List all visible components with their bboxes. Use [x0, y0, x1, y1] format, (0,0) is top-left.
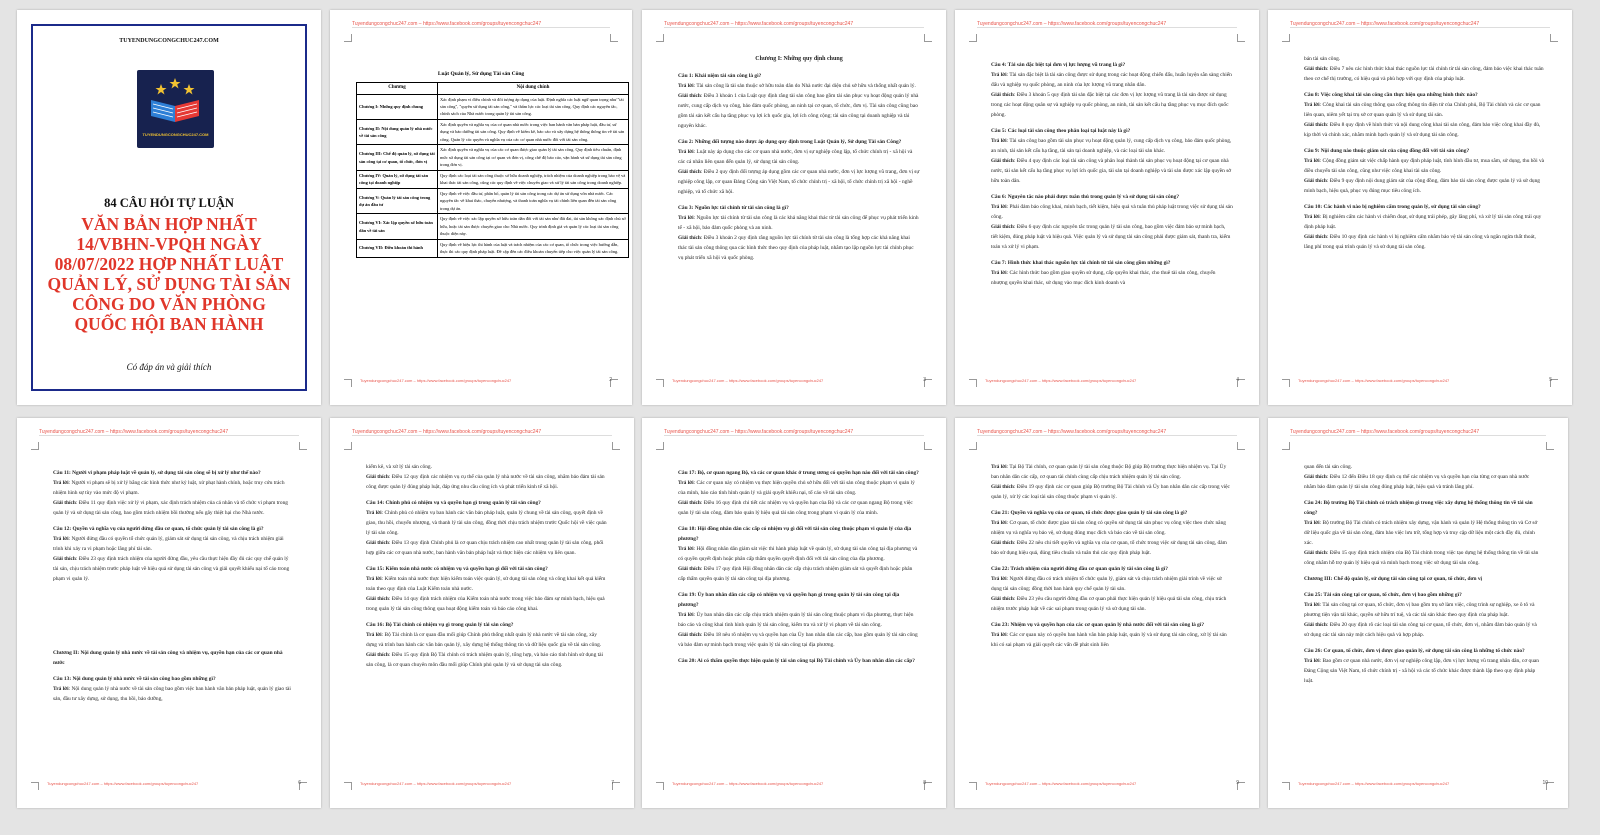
answer-paragraph: Trả lời: Cơ quan, tổ chức được giao tài sản công có quyền sử dụng tài sản phục vụ công việc theo chức năng nhiệm vụ và nghĩa vụ bảo vệ, sử dụng đúng mục đích và báo cáo về tài sản công. [991, 520, 1226, 536]
question-heading: Câu 20: Ai có thẩm quyền thực hiện quản lý tài sản công tại Bộ Tài chính và Ủy ban nhân dân các cấp? [678, 658, 915, 664]
question-heading: Câu 26: Cơ quan, tổ chức, đơn vị được giao quản lý, sử dụng tài sản công là những tổ chức nào? [1304, 648, 1525, 654]
answer-label: Trả lời [1304, 520, 1320, 526]
answer-paragraph: Trả lời: Tại Bộ Tài chính, cơ quan quản lý tài sản công thuộc Bộ giúp Bộ trưởng thực hiện nhiệm vụ. Tại Ủy ban nhân dân các cấp, cơ quan tài chính cùng cấp chịu trách nhiệm quản lý tài sản công. [991, 464, 1227, 480]
answer-paragraph: Trả lời: Chính phủ có nhiệm vụ ban hành các văn bản pháp luật, quản lý chung về tài sản công, quyết định về giao, thu hồi, chuyển nhượng, và thanh lý tài sản công, đồng thời chịu trách nhiệm trước Quốc hội về việc quản lý tài sản công. [366, 510, 607, 536]
page-number: 10 [1542, 780, 1548, 786]
question-heading: Câu 12: Quyền và nghĩa vụ của người đứng đầu cơ quan, tổ chức quản lý tài sản công là gì? [53, 526, 264, 532]
table-row [357, 145, 629, 170]
answer-paragraph: Giải thích: Điều 9 quy định nội dung giám sát của cộng đồng, đảm bảo tài sản công được quản lý và sử dụng minh bạch, hiệu quả, phục vụ đúng mục tiêu công ích. [1304, 178, 1540, 194]
answer-paragraph: Trả lời: Các hình thức bao gồm giao quyền sử dụng, cấp quyền khai thác, cho thuê tài sản công, chuyển nhượng quyền khai thác, sử dụng vào mục đích kinh doanh và [991, 270, 1216, 286]
answer-label: Trả lời [991, 520, 1007, 526]
column-header-chapter: Chương [357, 83, 438, 95]
answer-label: Trả lời [991, 138, 1007, 144]
question-heading: Câu 5: Các loại tài sản công theo phân loại tại luật này là gì? [991, 128, 1131, 134]
answer-label: Trả lời [1304, 102, 1320, 108]
question-heading: Câu 19: Ủy ban nhân dân các cấp có nhiệm vụ và quyền hạn gì trong quản lý tài sản công tại địa phương? [678, 592, 900, 608]
header-divider [664, 435, 924, 436]
answer-paragraph: Giải thích: Điều 18 nêu rõ nhiệm vụ và quyền hạn của Ủy ban nhân dân các cấp, bao gồm quản lý tài sản công và bảo đảm sự minh bạch trong việc quản lý tài sản công tại địa phương. [678, 632, 918, 648]
answer-label: Giải thích [1304, 178, 1327, 184]
margin-corner-mark [1237, 34, 1245, 42]
content-cell: Xác định phạm vi điều chỉnh và đối tượng áp dụng của luật. Định nghĩa các luật ngữ quan trọng như "tài sản công", "quyền sử dụng tài sản công," và thẩm lực các loại tài sản công. Quy định các nguyên tắc, chính sách của Nhà nước trong quản lý tài sản công. [438, 94, 629, 119]
margin-corner-mark [1550, 34, 1558, 42]
answer-label: Giải thích [1304, 234, 1327, 240]
header-divider [977, 435, 1237, 436]
margin-corner-mark [1546, 442, 1554, 450]
answer-paragraph: Giải thích: Điều 11 quy định việc xử lý vi phạm, xác định trách nhiệm của cá nhân và tổ chức vi phạm trong quản lý và sử dụng tài sản công, bao gồm trách nhiệm bồi thường nếu gây thiệt hại cho Nhà nước. [53, 500, 288, 516]
answer-label: Giải thích [991, 92, 1014, 98]
answer-paragraph: Trả lời: Tài sản đặc biệt là tài sản công được sử dụng trong các hoạt động chiến đấu, huấn luyện sẵn sàng chiến đấu và nghiệp vụ quốc phòng, an ninh của lực lượng vũ trang nhân dân. [991, 72, 1232, 88]
answer-paragraph: Giải thích: Điều 13 quy định Chính phủ là cơ quan chịu trách nhiệm cao nhất trong quản lý tài sản công, phối hợp giữa các cơ quan nhà nước, ban hành văn bản pháp luật và thực hiện các nhiệm vụ liên quan. [366, 540, 604, 556]
answer-paragraph: Giải thích: Điều 23 quy định trách nhiệm của người đứng đầu, yêu cầu thực hiện đầy đủ các quy chế quản lý tài sản, chịu trách nhiệm trước pháp luật về hiệu quả sử dụng tài sản công và giải quyết khiếu nại tố cáo trong phạm vi quản lý. [53, 556, 290, 582]
page-footer: Tuyendungcongchuc247.com – https://www.facebook.com/groups/tuyencongchuc247 [985, 781, 1137, 786]
question-heading: Câu 9: Nội dung nào thuộc giám sát của cộng đồng đối với tài sản công? [1304, 148, 1470, 154]
document-page-7[interactable] [330, 418, 634, 808]
chapter-cell: Chương V: Quản lý tài sản công trong dự án đầu tư [357, 188, 438, 213]
page-header: Tuyendungcongchuc247.com – https://www.facebook.com/groups/tuyencongchuc247 [352, 429, 542, 435]
margin-corner-mark [656, 782, 664, 790]
answer-paragraph: Trả lời: Bộ Tài chính là cơ quan đầu mối giúp Chính phủ thống nhất quản lý nhà nước về tài sản công, xây dựng và trình ban hành các văn bản quản lý, xây dựng hệ thống thông tin và dữ liệu quốc gia về tài sản công. [366, 632, 602, 648]
margin-corner-mark [1237, 442, 1245, 450]
chapter-heading: Chương I: Những quy định chung [755, 56, 843, 62]
book-stars-icon [137, 70, 214, 130]
answer-label: Trả lời [991, 632, 1007, 638]
margin-corner-mark [969, 442, 977, 450]
question-heading: Câu 2: Những đối tượng nào được áp dụng quy định trong Luật Quản lý, Sử dụng Tài sản Công? [678, 139, 902, 146]
margin-corner-mark [1282, 34, 1290, 42]
chapter-cell: Chương II: Nội dung quản lý nhà nước về tài sản công [357, 119, 438, 144]
margin-corner-mark [299, 442, 307, 450]
table-row [357, 170, 629, 188]
cover-site-name: TUYENDUNGCONGCHUC247.COM [119, 38, 219, 44]
answer-label: Giải thích [1304, 550, 1327, 556]
answer-label: Giải thích [991, 540, 1014, 546]
answer-label: Giải thích [53, 500, 76, 506]
answer-paragraph: Trả lời: Người đứng đầu có trách nhiệm tổ chức quản lý, giám sát và chịu trách nhiệm giải trình về việc sử dụng tài sản công; đồng thời ban hành quy chế quản lý tài sản. [991, 576, 1222, 592]
question-heading: Câu 15: Kiểm toán nhà nước có nhiệm vụ và quyền hạn gì đối với tài sản công? [366, 566, 548, 572]
header-divider [664, 27, 924, 28]
answer-label: Giải thích [366, 474, 389, 480]
answer-paragraph: Trả lời: Cộng đồng giám sát việc chấp hành quy định pháp luật, tính hình đầu tư, mua sắm, sử dụng, thu hồi và điều chuyển tài sản công, cũng như việc công khai tài sản công. [1304, 158, 1545, 174]
chapter-cell: Chương IV: Quản lý, sử dụng tài sản công tại doanh nghiệp [357, 170, 438, 188]
site-logo [137, 70, 214, 148]
margin-corner-mark [610, 34, 618, 42]
document-page-2[interactable] [330, 10, 632, 405]
answer-label: Giải thích [366, 652, 389, 658]
answer-paragraph: Giải thích: Điều 10 quy định các hành vi bị nghiêm cấm nhằm bảo vệ tài sản công và ngăn ngừa thất thoát, lãng phí trong quá trình quản lý và sử dụng tài sản công. [1304, 234, 1536, 250]
document-page-9[interactable] [955, 418, 1259, 808]
header-divider [39, 435, 299, 436]
page-footer: Tuyendungcongchuc247.com – https://www.facebook.com/groups/tuyencongchuc247 [1298, 781, 1450, 786]
answer-paragraph: Giải thích: Điều 3 khoản 1 của Luật quy định rằng tài sản công bao gồm tài sản phục vụ hoạt động quản lý nhà nước, cung cấp dịch vụ công, bảo đảm quốc phòng, an ninh tại cơ quan, tổ chức, đơn vị. Tài sản công cũng bao gồm tài sản kết cấu hạ tầng phục vụ lợi ích quốc gia, lợi ích công cộng; tài sản công tại doanh nghiệp và tài nguyên khác. [678, 93, 919, 130]
margin-corner-mark [656, 379, 664, 387]
answer-label: Trả lời [678, 612, 694, 618]
answer-paragraph: Giải thích: Điều 3 khoản 5 quy định tài sản đặc biệt tại các đơn vị lực lượng vũ trang là tài sản được sử dụng trong các hoạt động quân sự và nghiệp vụ quốc phòng, an ninh, tài sản kết cấu hạ tầng phục vụ mục đích quốc phòng. [991, 92, 1229, 118]
question-heading: Câu 22: Trách nhiệm của người đứng đầu cơ quan quản lý tài sản công là gì? [991, 566, 1168, 572]
question-heading: Câu 1: Khái niệm tài sản công là gì? [678, 73, 762, 80]
page-number: 6 [298, 780, 301, 786]
table-row [357, 119, 629, 144]
answer-paragraph: Trả lời: Người đứng đầu có quyền tổ chức quản lý, giám sát sử dụng tài sản công, và chịu trách nhiệm giải trình khi xảy ra vi phạm hoặc lãng phí tài sản. [53, 536, 284, 552]
header-divider [977, 27, 1237, 28]
answer-paragraph: Trả lời: Tài sản công tại cơ quan, tổ chức, đơn vị bao gồm trụ sở làm việc, công trình sự nghiệp, xe ô tô và phương tiện vận tải khác, quyền sở hữu trí tuệ, và các tài sản khác theo quy định của pháp luật. [1304, 602, 1535, 618]
answer-paragraph: kiểm kê, và xử lý tài sản công. [366, 464, 432, 470]
page-body [366, 462, 608, 670]
answer-label: Trả lời [991, 270, 1007, 276]
answer-label: Trả lời [1304, 602, 1320, 608]
question-heading: Câu 10: Các hành vi nào bị nghiêm cấm trong quản lý, sử dụng tài sản công? [1304, 204, 1481, 210]
margin-corner-mark [656, 442, 664, 450]
answer-label: Giải thích [991, 158, 1014, 164]
answer-paragraph: Trả lời: Bị nghiêm cấm các hành vi chiếm đoạt, sử dụng trái phép, gây lãng phí, và xử lý tài sản công trái quy định pháp luật. [1304, 214, 1542, 230]
answer-label: Giải thích [678, 235, 701, 242]
document-page-4[interactable] [955, 10, 1259, 405]
page-number: 3 [923, 377, 926, 383]
content-cell: Xác định quyền và nghĩa vụ của cơ quan nhà nước trong việc ban hành văn bản pháp luật, đầu tư, sử dụng và bảo dưỡng tài sản công. Quy định về kiểm kê, báo cáo và xây dựng hệ thống thông tin về tài sản công. Quản lý các quyền và nghĩa vụ của các cơ quan nhà nước đối với tài sản công. [438, 119, 629, 144]
answer-label: Giải thích [53, 556, 76, 562]
answer-label: Trả lời [678, 480, 694, 486]
answer-label: Trả lời [1304, 214, 1320, 220]
margin-corner-mark [612, 442, 620, 450]
question-heading: Chương II: Nội dung quản lý nhà nước về tài sản công và nhiệm vụ, quyền hạn của các cơ quan nhà nước [53, 650, 283, 666]
answer-label: Giải thích [678, 632, 701, 638]
table-row [357, 239, 629, 257]
page-header: Tuyendungcongchuc247.com – https://www.facebook.com/groups/tuyencongchuc247 [39, 429, 229, 435]
table-title: Luật Quản lý, Sử dụng Tài sản Công [437, 71, 525, 77]
page-body [1304, 462, 1542, 686]
answer-paragraph: Giải thích: Điều 6 quy định các nguyên tắc trong quản lý tài sản công, bao gồm việc đảm bảo sự minh bạch, tiết kiệm, đúng pháp luật và hiệu quả. Việc quản lý và sử dụng tài sản công phải được giám sát, thanh tra, kiểm toán và xử lý vi phạm. [991, 224, 1231, 250]
page-body [991, 462, 1233, 650]
header-divider [1290, 27, 1550, 28]
answer-paragraph: Giải thích: Điều 4 quy định các loại tài sản công và phân loại thành tài sản phục vụ hoạt động tại cơ quan nhà nước, tài sản kết cấu hạ tầng phục vụ lợi ích quốc gia, tài sản tại doanh nghiệp và tài sản được xác lập quyền sở hữu toàn dân. [991, 158, 1232, 184]
page-body [991, 54, 1233, 288]
answer-paragraph: Giải thích: Điều 12 quy định các nhiệm vụ cụ thể của quản lý nhà nước về tài sản công, nhằm bảo đảm tài sản công được quản lý đúng pháp luật, đáp ứng nhu cầu công ích và phát triển kinh tế xã hội. [366, 474, 605, 490]
header-divider [352, 435, 612, 436]
margin-corner-mark [344, 34, 352, 42]
law-chapter-table [356, 82, 629, 258]
answer-label: Giải thích [1304, 474, 1327, 480]
margin-corner-mark [31, 782, 39, 790]
answer-paragraph: Giải thích: Điều 14 quy định trách nhiệm của Kiểm toán nhà nước trong việc bảo đảm sự minh bạch, hiệu quả trong quản lý tài sản công thông qua hoạt động kiểm toán và báo cáo công khai. [366, 596, 605, 612]
answer-paragraph: Giải thích: Điều 8 quy định về hình thức và nội dung công khai tài sản công, đảm bảo việc công khai đầy đủ, kịp thời và chính xác, nhằm minh bạch quản lý và sử dụng tài sản công. [1304, 122, 1541, 138]
answer-paragraph: Trả lời: Bộ trưởng Bộ Tài chính có trách nhiệm xây dựng, vận hành và quản lý Hệ thống thông tin và Cơ sở dữ liệu quốc gia về tài sản công, đảm bảo việc lưu trữ, tổng hợp và truy cập dữ liệu một cách đầy đủ, chính xác. [1304, 520, 1538, 546]
answer-label: Trả lời [1304, 658, 1320, 664]
page-number: 2 [609, 377, 612, 383]
answer-label: Trả lời [991, 72, 1007, 78]
question-heading: Chương III: Chế độ quản lý, sử dụng tài sản công tại cơ quan, tổ chức, đơn vị [1304, 576, 1483, 582]
answer-label: Giải thích [366, 540, 389, 546]
document-page-10[interactable] [1268, 418, 1568, 808]
answer-paragraph: Trả lời: Bao gồm cơ quan nhà nước, đơn vị sự nghiệp công lập, đơn vị lực lượng vũ trang nhân dân, cơ quan Đảng Cộng sản Việt Nam, tổ chức chính trị - xã hội và các tổ chức khác được thành lập theo quy định pháp luật. [1304, 658, 1539, 684]
answer-label: Giải thích [678, 93, 701, 100]
blank-space [53, 584, 295, 642]
margin-corner-mark [344, 379, 352, 387]
page-header: Tuyendungcongchuc247.com – https://www.facebook.com/groups/tuyencongchuc247 [1290, 429, 1480, 435]
question-heading: Câu 8: Việc công khai tài sản công cần thực hiện qua những hình thức nào? [1304, 92, 1478, 98]
header-divider [352, 27, 610, 28]
chapter-cell: Chương VI: Xác lập quyền sở hữu toàn dân về tài sản [357, 214, 438, 239]
answer-paragraph: Trả lời: Phải đảm bảo công khai, minh bạch, tiết kiệm, hiệu quả và tuân thủ pháp luật trong việc sử dụng tài sản công. [991, 204, 1233, 220]
answer-paragraph: Trả lời: Tài sản công bao gồm tài sản phục vụ hoạt động quản lý, cung cấp dịch vụ công, bảo đảm quốc phòng, an ninh, tài sản kết cấu hạ tầng, tài sản tại doanh nghiệp, và các loại tài sản khác. [991, 138, 1232, 154]
cover-question-count: 84 CÂU HỎI TỰ LUẬN [104, 196, 234, 210]
page-footer: Tuyendungcongchuc247.com – https://www.facebook.com/groups/tuyencongchuc247 [47, 781, 199, 786]
answer-label: Trả lời [678, 215, 694, 222]
chapter-cell: Chương III: Chế độ quản lý, sử dụng tài sản công tại cơ quan, tổ chức, đơn vị [357, 145, 438, 170]
table-row [357, 188, 629, 213]
question-heading: Câu 25: Tài sản công tại cơ quan, tổ chức, đơn vị bao gồm những gì? [1304, 592, 1462, 598]
chapter-cell: Chương VII: Điều khoản thi hành [357, 239, 438, 257]
answer-label: Giải thích [991, 484, 1014, 490]
answer-label: Trả lời [53, 536, 69, 542]
page-header: Tuyendungcongchuc247.com – https://www.facebook.com/groups/tuyencongchuc247 [977, 21, 1167, 27]
answer-paragraph: Trả lời: Kiểm toán nhà nước thực hiện kiểm toán việc quản lý, sử dụng tài sản công và công khai kết quả kiểm toán theo quy định của Luật Kiểm toán nhà nước. [366, 576, 606, 592]
document-page-8[interactable] [642, 418, 946, 808]
document-page-6[interactable] [17, 418, 321, 808]
page-body [53, 462, 295, 704]
document-page-cover[interactable] [17, 10, 321, 405]
table-row [357, 214, 629, 239]
answer-paragraph: Trả lời: Hội đồng nhân dân giám sát việc thi hành pháp luật về quản lý, sử dụng tài sản công tại địa phương và có quyền quyết định hoặc phân cấp thẩm quyền quyết định đối với tài sản công của địa phương. [678, 546, 918, 562]
question-heading: Câu 21: Quyền và nghĩa vụ của cơ quan, tổ chức được giao quản lý tài sản công là gì? [991, 510, 1188, 516]
cover-subtitle: Có đáp án và giải thích [126, 362, 212, 372]
answer-label: Giải thích [1304, 622, 1327, 628]
document-page-3[interactable] [642, 10, 946, 405]
answer-label: Giải thích [678, 169, 701, 176]
question-heading: Câu 17: Bộ, cơ quan ngang Bộ, và các cơ quan khác ở trung ương có quyền hạn nào đối với tài sản công? [678, 470, 919, 476]
header-divider [1290, 435, 1546, 436]
answer-label: Trả lời [53, 686, 69, 692]
page-number: 8 [923, 780, 926, 786]
answer-paragraph: Trả lời: Các cơ quan này có nhiệm vụ thực hiện quyền chủ sở hữu đối với tài sản công thuộc phạm vi quản lý của mình, báo cáo tình hình quản lý và giải quyết khiếu nại, tố cáo về tài sản công. [678, 480, 915, 496]
margin-corner-mark [31, 442, 39, 450]
page-number: 7 [611, 780, 614, 786]
answer-label: Trả lời [366, 510, 382, 516]
answer-paragraph: Giải thích: Điều 20 quy định rõ các loại tài sản công tại cơ quan, tổ chức, đơn vị, nhằm đảm bảo quản lý và sử dụng các tài sản này một cách hiệu quả và hợp pháp. [1304, 622, 1537, 638]
question-heading: Câu 14: Chính phủ có nhiệm vụ và quyền hạn gì trong quản lý tài sản công? [366, 500, 541, 506]
margin-corner-mark [969, 782, 977, 790]
margin-corner-mark [1282, 782, 1290, 790]
answer-label: Giải thích [678, 566, 701, 572]
margin-corner-mark [344, 782, 352, 790]
margin-corner-mark [924, 34, 932, 42]
answer-label: Trả lời [991, 576, 1007, 582]
answer-paragraph: Giải thích: Điều 3 khoản 2 quy định rằng nguồn lực tài chính từ tài sản công là tổng hợp các khả năng khai thác tài sản công thông qua các hình thức theo quy định của pháp luật, nhằm tạo lập nguồn lực tài chính phục vụ phát triển xã hội và quốc phòng. [678, 235, 914, 262]
answer-label: Trả lời [366, 632, 382, 638]
answer-paragraph: Giải thích: Điều 17 quy định Hội đồng nhân dân các cấp chịu trách nhiệm giám sát và quyết định hoặc phân cấp thẩm quyền quản lý tài sản công tại địa phương. [678, 566, 913, 582]
page-header: Tuyendungcongchuc247.com – https://www.facebook.com/groups/tuyencongchuc247 [664, 21, 854, 27]
answer-label: Giải thích [991, 596, 1014, 602]
question-heading: Câu 4: Tài sản đặc biệt tại đơn vị lực lượng vũ trang là gì? [991, 62, 1126, 68]
page-body [678, 54, 920, 263]
answer-label: Trả lời [678, 149, 694, 156]
margin-corner-mark [1282, 379, 1290, 387]
page-header: Tuyendungcongchuc247.com – https://www.facebook.com/groups/tuyencongchuc247 [1290, 21, 1480, 27]
answer-paragraph: quan đến tài sản công. [1304, 464, 1353, 470]
content-cell: Quy định về hiệu lực thi hành của luật và trách nhiệm của các cơ quan, tổ chức trong việc hướng dẫn, thực thi các quy định pháp luật. Đề cập đến các điều khoản chuyển tiếp cho việc quản lý tài sản công. [438, 239, 629, 257]
answer-paragraph: Giải thích: Điều 15 quy định Bộ Tài chính có trách nhiệm quản lý, tổng hợp, và báo cáo tình hình sử dụng tài sản công, là cơ quan chuyên môn đầu mối giúp Chính phủ quản lý và sử dụng tài sản công. [366, 652, 603, 668]
page-body [678, 462, 920, 666]
content-cell: Quy định về việc đầu tư, phân bổ, quản lý tài sản công trong các dự án sử dụng vốn nhà nước. Các nguyên tắc về khai thác, chuyển nhượng, và thanh toán nghĩa vụ tài chính liên quan đến tài sản công trong dự án. [438, 188, 629, 213]
margin-corner-mark [344, 442, 352, 450]
question-heading: Câu 6: Nguyên tắc nào phải được tuân thủ trong quản lý và sử dụng tài sản công? [991, 194, 1180, 200]
cover-title: VĂN BẢN HỢP NHẤT 14/VBHN-VPQH NGÀY 08/07/2022 HỢP NHẤT LUẬT QUẢN LÝ, SỬ DỤNG TÀI SẢN CÔNG DO VĂN PHÒNG QUỐC HỘI BAN HÀNH [47, 214, 291, 334]
question-heading: Câu 11: Người vi phạm pháp luật về quản lý, sử dụng tài sản công sẽ bị xử lý như thế nào? [53, 470, 261, 476]
answer-paragraph: Trả lời: Luật này áp dụng cho các cơ quan nhà nước, đơn vị sự nghiệp công lập, tổ chức chính trị - xã hội và các cá nhân liên quan đến quản lý, sử dụng tài sản công. [678, 149, 913, 166]
answer-label: Giải thích [1304, 122, 1327, 128]
page-footer: Tuyendungcongchuc247.com – https://www.facebook.com/groups/tuyencongchuc247 [360, 781, 512, 786]
answer-label: Trả lời [366, 576, 382, 582]
answer-paragraph: Giải thích: Điều 22 nêu chi tiết quyền và nghĩa vụ của cơ quan, tổ chức trong việc sử dụng tài sản công, đảm bảo sử dụng hiệu quả, đúng tiêu chuẩn và tuân thủ các quy định pháp luật. [991, 540, 1227, 556]
question-heading: Câu 16: Bộ Tài chính có nhiệm vụ gì trong quản lý tài sản công? [366, 622, 514, 628]
chapter-cell: Chương I: Những quy định chung [357, 94, 438, 119]
answer-paragraph: Giải thích: Điều 2 quy định đối tượng áp dụng gồm các cơ quan nhà nước, đơn vị lực lượng vũ trang, đơn vị sự nghiệp công lập, cơ quan Đảng Cộng sản Việt Nam, tổ chức chính trị - xã hội, tổ chức chính trị xã hội - nghề nghiệp, và tổ chức xã hội. [678, 169, 920, 196]
answer-paragraph: Trả lời: Các cơ quan này có quyền ban hành văn bản pháp luật, quản lý và sử dụng tài sản công, xử lý tài sản khi có sai phạm và giải quyết các vấn đề phát sinh liên [991, 632, 1227, 648]
margin-corner-mark [924, 442, 932, 450]
page-header: Tuyendungcongchuc247.com – https://www.facebook.com/groups/tuyencongchuc247 [977, 429, 1167, 435]
answer-paragraph: Trả lời: Người vi phạm sẽ bị xử lý bằng các hình thức như kỷ luật, xử phạt hành chính, hoặc truy cứu trách nhiệm hình sự tùy vào mức độ vi phạm. [53, 480, 285, 496]
answer-label: Giải thích [678, 500, 701, 506]
page-number: 4 [1236, 377, 1239, 383]
margin-corner-mark [656, 34, 664, 42]
question-heading: Câu 3: Nguồn lực tài chính từ tài sản công là gì? [678, 205, 789, 212]
page-footer: Tuyendungcongchuc247.com – https://www.facebook.com/groups/tuyencongchuc247 [672, 781, 824, 786]
answer-label: Trả lời [1304, 158, 1320, 164]
content-cell: Quy định về việc xác lập quyền sở hữu toàn dân đối với tài sản như đất đai, tài sản không xác định chủ sở hữu, hoặc tài sản được chuyển giao cho Nhà nước. Quy trình định giá và quản lý các loại tài sản công thuộc diện này. [438, 214, 629, 239]
answer-label: Giải thích [1304, 66, 1327, 72]
answer-paragraph: Trả lời: Nội dung quản lý nhà nước về tài sản công bao gồm việc ban hành văn bản pháp luật, quản lý giao tài sản, đầu tư xây dựng, sử dụng, thu hồi, bảo dưỡng, [53, 686, 291, 702]
page-footer: Tuyendungcongchuc247.com – https://www.facebook.com/groups/tuyencongchuc247 [672, 378, 824, 383]
logo-text: TUYENDUNGCONGCHUC247.COM [142, 132, 209, 137]
answer-label: Trả lời [678, 83, 694, 90]
question-heading: Câu 7: Hình thức khai thác nguồn lực tài chính từ tài sản công gồm những gì? [991, 260, 1171, 266]
page-number: 9 [1236, 780, 1239, 786]
table-row [357, 94, 629, 119]
page-body [1304, 54, 1546, 252]
page-header: Tuyendungcongchuc247.com – https://www.facebook.com/groups/tuyencongchuc247 [352, 21, 542, 27]
answer-paragraph: Giải thích: Điều 7 nêu các hình thức khai thác nguồn lực tài chính từ tài sản công, đảm bảo việc khai thác tuân theo cơ chế thị trường, có hiệu quả và phù hợp với quy định của pháp luật. [1304, 66, 1544, 82]
answer-paragraph: Giải thích: Điều 16 quy định chi tiết các nhiệm vụ và quyền hạn của Bộ và các cơ quan ngang Bộ trong việc quản lý tài sản công, đảm bảo quản lý hiệu quả tài sản công trong phạm vi quản lý của mình. [678, 500, 913, 516]
page-footer: Tuyendungcongchuc247.com – https://www.facebook.com/groups/tuyencongchuc247 [985, 378, 1137, 383]
answer-label: Trả lời [53, 480, 69, 486]
content-cell: Xác định quyền và nghĩa vụ của các cơ quan được giao quản lý tài sản công. Quy định tiêu chuẩn, định mức sử dụng tài sản công tại cơ quan và đơn vị, công chế độ báo cáo, vận hành và sử dụng tài sản công trong đơn vị. [438, 145, 629, 170]
answer-paragraph: Giải thích: Điều 19 quy định các cơ quan giúp Bộ trưởng Bộ Tài chính và Ủy ban nhân dân các cấp trong việc quản lý, xử lý các loại tài sản công thuộc phạm vi quản lý. [991, 484, 1230, 500]
question-heading: Câu 13: Nội dung quản lý nhà nước về tài sản công bao gồm những gì? [53, 676, 216, 682]
question-heading: Câu 23: Nhiệm vụ và quyền hạn của các cơ quan quản lý nhà nước đối với tài sản công là gì? [991, 622, 1205, 628]
answer-paragraph: Trả lời: Tài sản công là tài sản thuộc sở hữu toàn dân do Nhà nước đại diện chủ sở hữu và thống nhất quản lý. [678, 83, 916, 90]
answer-paragraph: Trả lời: Công khai tài sản công thông qua cổng thông tin điện tử của Chính phủ, Bộ Tài chính và các cơ quan liên quan, niêm yết tại trụ sở cơ quan quản lý và sử dụng tài sản. [1304, 102, 1541, 118]
page-footer: Tuyendungcongchuc247.com – https://www.facebook.com/groups/tuyencongchuc247 [1298, 378, 1450, 383]
answer-paragraph: Trả lời: Ủy ban nhân dân các cấp chịu trách nhiệm quản lý tài sản công thuộc phạm vi địa phương, thực hiện báo cáo và công khai tình hình quản lý tài sản công, kiểm tra và xử lý vi phạm về tài sản công. [678, 612, 914, 628]
answer-label: Giải thích [991, 224, 1014, 230]
content-cell: Quy định các loại tài sản công thuộc sở hữu doanh nghiệp, trách nhiệm của doanh nghiệp trong bảo vệ và khai thác tài sản công, cũng các quy định về việc chuyển giao và xử lý tài sản công trong doanh nghiệp. [438, 170, 629, 188]
page-footer: Tuyendungcongchuc247.com – https://www.facebook.com/groups/tuyencongchuc247 [360, 378, 512, 383]
answer-paragraph: Giải thích: Điều 15 quy định trách nhiệm của Bộ Tài chính trong việc tạo dựng hệ thống thông tin về tài sản công nhằm hỗ trợ quản lý hiệu quả và minh bạch trong việc sử dụng tài sản công. [1304, 550, 1539, 566]
answer-label: Giải thích [366, 596, 389, 602]
column-header-content: Nội dung chính [438, 83, 629, 95]
page-header: Tuyendungcongchuc247.com – https://www.facebook.com/groups/tuyencongchuc247 [664, 429, 854, 435]
answer-label: Trả lời [991, 204, 1007, 210]
margin-corner-mark [1282, 442, 1290, 450]
margin-corner-mark [969, 379, 977, 387]
document-page-5[interactable] [1268, 10, 1572, 405]
answer-paragraph: Trả lời: Nguồn lực tài chính từ tài sản công là các khả năng khai thác từ tài sản công để phục vụ phát triển kinh tế - xã hội, bảo đảm quốc phòng và an ninh. [678, 215, 919, 232]
answer-label: Trả lời [991, 464, 1007, 470]
margin-corner-mark [969, 34, 977, 42]
answer-paragraph: bán tài sản công. [1304, 56, 1341, 62]
answer-paragraph: Giải thích: Điều 12 đến Điều 18 quy định cụ thể các nhiệm vụ và quyền hạn của từng cơ quan nhà nước nhằm bảo đảm quản lý tài sản công đúng pháp luật, hiệu quả và tránh lãng phí. [1304, 474, 1530, 490]
answer-label: Trả lời [678, 546, 694, 552]
question-heading: Câu 24: Bộ trưởng Bộ Tài chính có trách nhiệm gì trong việc xây dựng hệ thống thông tin về tài sản công? [1304, 500, 1533, 516]
answer-paragraph: Giải thích: Điều 23 yêu cầu người đứng đầu cơ quan phải thực hiện quản lý hiệu quả tài sản công, chịu trách nhiệm trước pháp luật về các sai phạm trong quản lý và sử dụng tài sản. [991, 596, 1227, 612]
question-heading: Câu 18: Hội đồng nhân dân các cấp có nhiệm vụ gì đối với tài sản công thuộc phạm vi quản lý của địa phương? [678, 526, 912, 542]
page-number: 5 [1549, 377, 1552, 383]
